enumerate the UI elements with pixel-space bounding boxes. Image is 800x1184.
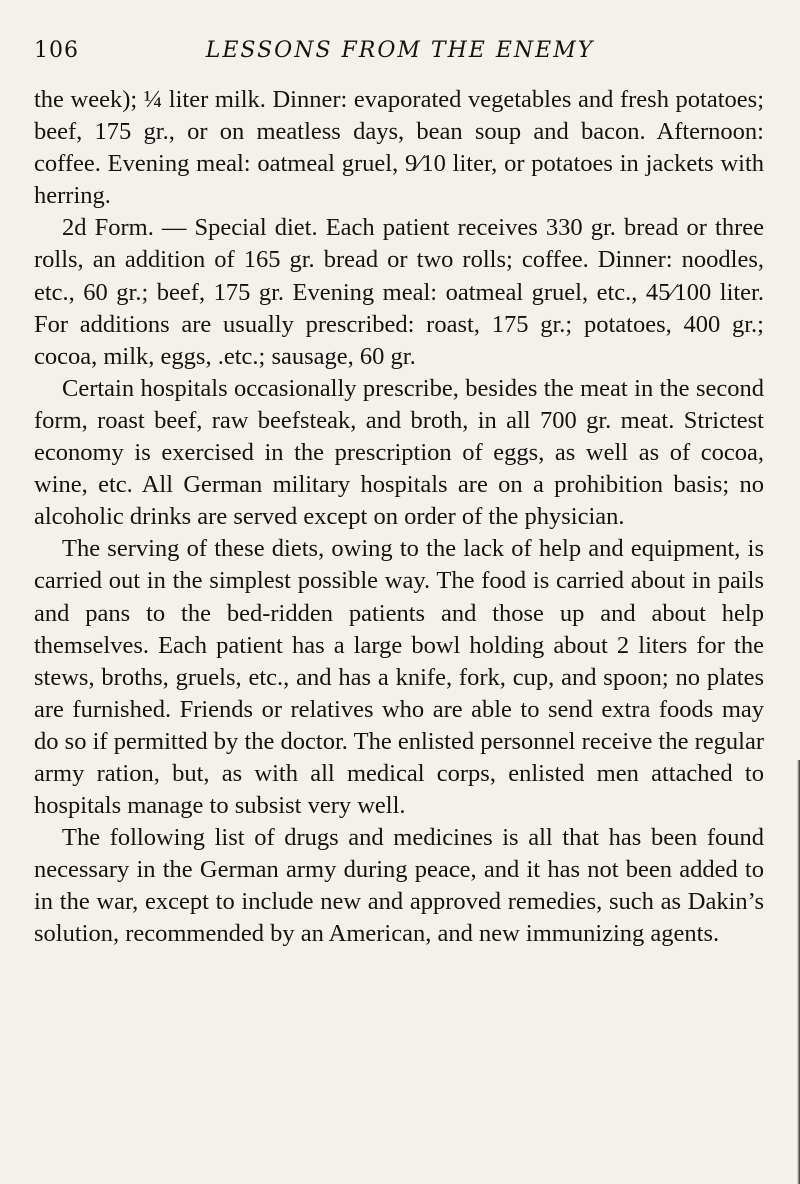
page-number: 106 (34, 38, 79, 63)
paragraph-second-form: 2d Form. — Special diet. Each patient receives 330 gr. bread or three rolls, an addition of 165 gr. bread or two rolls; coffee. Dinner: noodles, etc., 60 gr.; beef, 175 gr. Evening meal: oatmeal gruel, etc., 45⁄100 liter. For additions are usually prescribed: roast, 175 gr.; potatoes, 400 gr.; cocoa, milk, eggs, .etc.; sausage, 60 gr. (34, 214, 764, 370)
running-head: LESSONS FROM THE ENEMY (205, 38, 595, 63)
page-header (34, 38, 766, 68)
paragraph-hospital-prescriptions: Certain hospitals occasionally prescribe, besides the meat in the second form, roast beef, raw beefsteak, and broth, in all 700 gr. meat. Strictest economy is exercised in the prescription of eggs, as well as of cocoa, wine, etc. All German military hospitals are on a prohibition basis; no alcoholic drinks are served except on order of the physician. (34, 374, 764, 531)
body-text (34, 84, 764, 951)
paragraph-diet-continued: the week); ¼ liter milk. Dinner: evaporated vegetables and fresh potatoes; beef, 175 gr., or on meatless days, bean soup and bacon. Afternoon: coffee. Evening meal: oatmeal gruel, 9⁄10 liter, or potatoes in jackets with herring. (34, 86, 764, 210)
paragraph-serving-diets: The serving of these diets, owing to the lack of help and equipment, is carried out in the simplest possible way. The food is carried about in pails and pans to the bed-ridden patients and those up and about help themselves. Each patient has a large bowl holding about 2 liters for the stews, broths, gruels, etc., and has a knife, fork, cup, and spoon; no plates are furnished. Friends or relatives who are able to send extra foods may do so if permitted by the doctor. The enlisted personnel receive the regular army ration, but, as with all medical corps, enlisted men attached to hospitals manage to subsist very well. (34, 535, 764, 820)
paragraph-drug-list: The following list of drugs and medicines is all that has been found necessary in the German army during peace, and it has not been added to in the war, except to include new and approved remedies, such as Dakin’s solution, recommended by an American, and new immunizing agents. (34, 824, 764, 948)
